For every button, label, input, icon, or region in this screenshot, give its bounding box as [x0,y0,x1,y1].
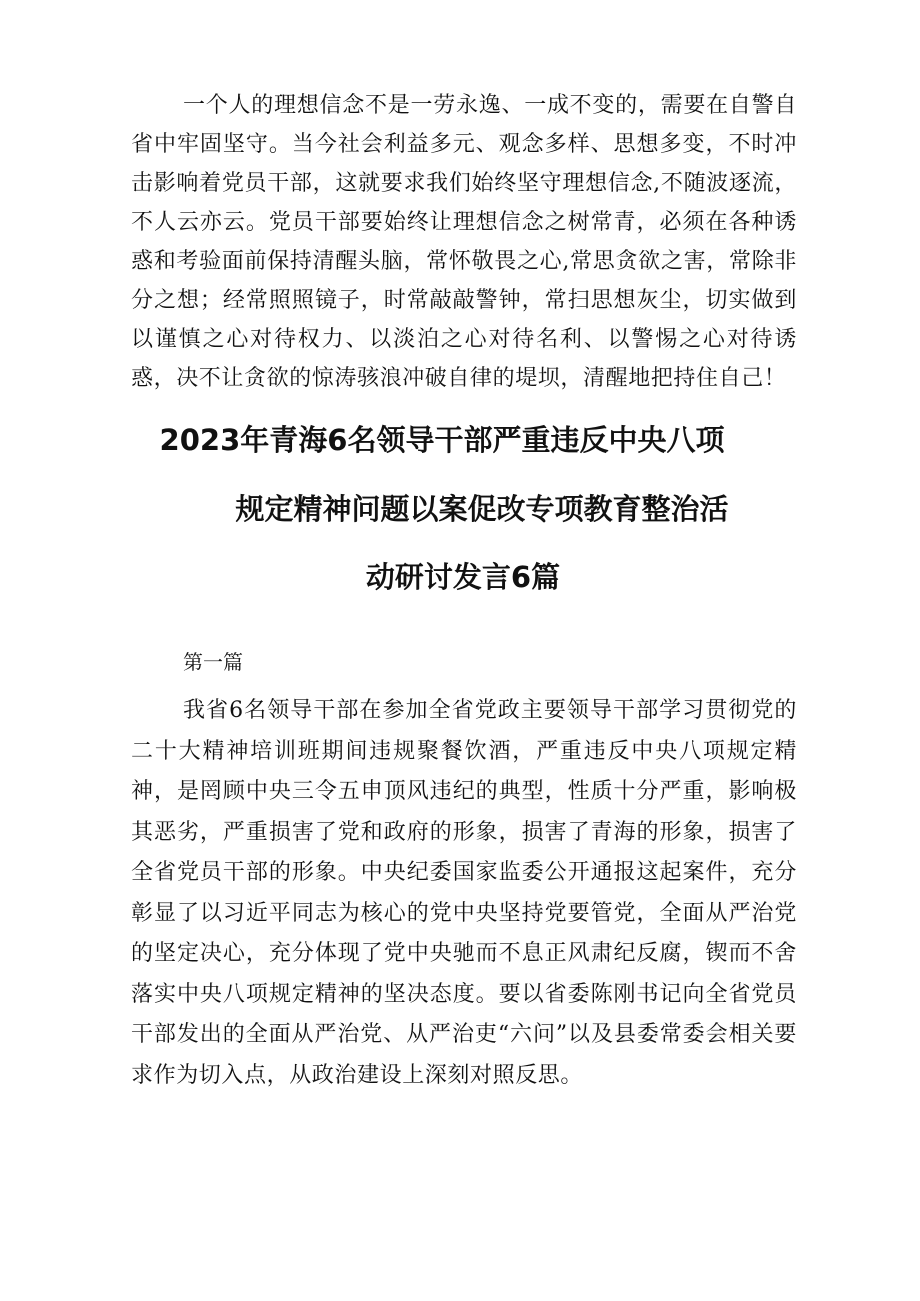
title-line-2: 规定精神问题以案促改专项教育整治活 [235,492,729,526]
title-line-1: 2023年青海6名领导干部严重违反中央八项 [159,423,725,457]
body-paragraph: 我省6名领导干部在参加全省党政主要领导干部学习贯彻党的二十大精神培训班期间违规聚餐饮酒，严重违反中央八项规定精神，是罔顾中央三令五申顶风违纪的典型，性质十分严重，影响极其恶劣，严重损害了党和政府的形象，损害了青海的形象，损害了全省党员干部的形象。中央纪委国家监委公开通报这起案件，充分彰显了以习近平同志为核心的党中央坚持党要管党，全面从严治党的坚定决心，充分体现了党中央驰而不息正风肃纪反腐，锲而不舍落实中央八项规定精神的坚决态度。要以省委陈刚书记向全省党员干部发出的全面从严治党、从严治吏“六问”以及县委常委会相关要求作为切入点，从政治建设上深刻对照反思。 [131,698,797,1088]
title-line-3: 动研讨发言6篇 [365,560,561,594]
section-label: 第一篇 [183,650,243,674]
intro-paragraph: 一个人的理想信念不是一劳永逸、一成不变的，需要在自警自省中牢固坚守。当今社会利益多元、观念多样、思想多变，不时冲击影响着党员干部，这就要求我们始终坚守理想信念,不随波逐流，不人云亦云。党员干部要始终让理想信念之树常青，必须在各种诱惑和考验面前保持清醒头脑，常怀敬畏之心,常思贪欲之害，常除非分之想；经常照照镜子，时常敲敲警钟，常扫思想灰尘，切实做到以谨慎之心对待权力、以淡泊之心对待名利、以警惕之心对待诱惑，决不让贪欲的惊涛骇浪冲破自律的堤坝，清醒地把持住自己！ [131,93,797,391]
